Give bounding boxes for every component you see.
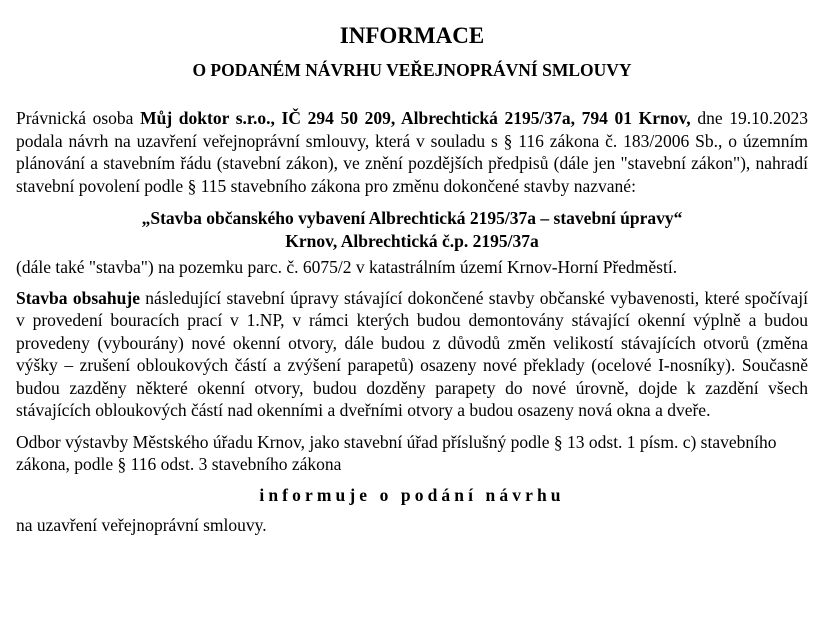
parcel-paragraph: (dále také "stavba") na pozemku parc. č. 6075/2 v katastrálním území Krnov-Horní Předměstí. (16, 257, 678, 277)
content-text: následující stavební úpravy stávající dokončené stavby občanské vybavenosti, které spočívají v provedení bouracích prací v 1.NP, v rámci kterých budou demontovány stávající okenní výplně a budou provedeny (vybourány) nové okenní otvory, dále budou z důvodů změn velikostí stávajících otvorů (změna výšky – zrušení obloukových částí a zvýšení parapetů) osazeny nové překlady (ocelové I-nosníky). Současně budou zazděny některé okenní otvory, budou dozděny parapety do nové úrovně, dojde k zazdění všech stávajících obloukových částí nad okenními a dveřními otvory a budou osazeny nová okna a dveře. (16, 287, 808, 420)
intro-text: dne 19.10.2023 podala návrh na uzavření veřejnoprávní smlouvy, která v souladu s § 116 zákona č. 183/2006 Sb., o územním plánování a stavebním řádu (stavební zákon), ve znění pozdějších předpisů (dále jen "stavební zákon"), nahradí stavební povolení podle § 115 stavebního zákona pro změnu dokončené stavby nazvané: (16, 108, 808, 196)
project-name: „Stavba občanského vybavení Albrechtická 2195/37a – stavební úpravy“ (141, 208, 683, 228)
intro-paragraph (16, 107, 808, 197)
closing-paragraph: na uzavření veřejnoprávní smlouvy. (16, 515, 267, 535)
applicant-details: Můj doktor s.r.o., IČ 294 50 209, Albrechtická 2195/37a, 794 01 Krnov, (140, 108, 691, 128)
authority-paragraph: Odbor výstavby Městského úřadu Krnov, jako stavební úřad příslušný podle § 13 odst. 1 písm. c) stavebního zákona, podle § 116 odst. 3 stavebního zákona (16, 431, 777, 474)
intro-prefix: Právnická osoba (16, 108, 141, 128)
project-heading (16, 207, 808, 252)
content-paragraph (16, 287, 808, 422)
content-lead: Stavba obsahuje (16, 287, 140, 308)
announcement-heading: informuje o podání návrhu (259, 484, 565, 505)
project-location: Krnov, Albrechtická č.p. 2195/37a (285, 230, 539, 251)
document-title: INFORMACE (339, 23, 485, 48)
document-subtitle: O PODANÉM NÁVRHU VEŘEJNOPRÁVNÍ SMLOUVY (192, 60, 632, 80)
